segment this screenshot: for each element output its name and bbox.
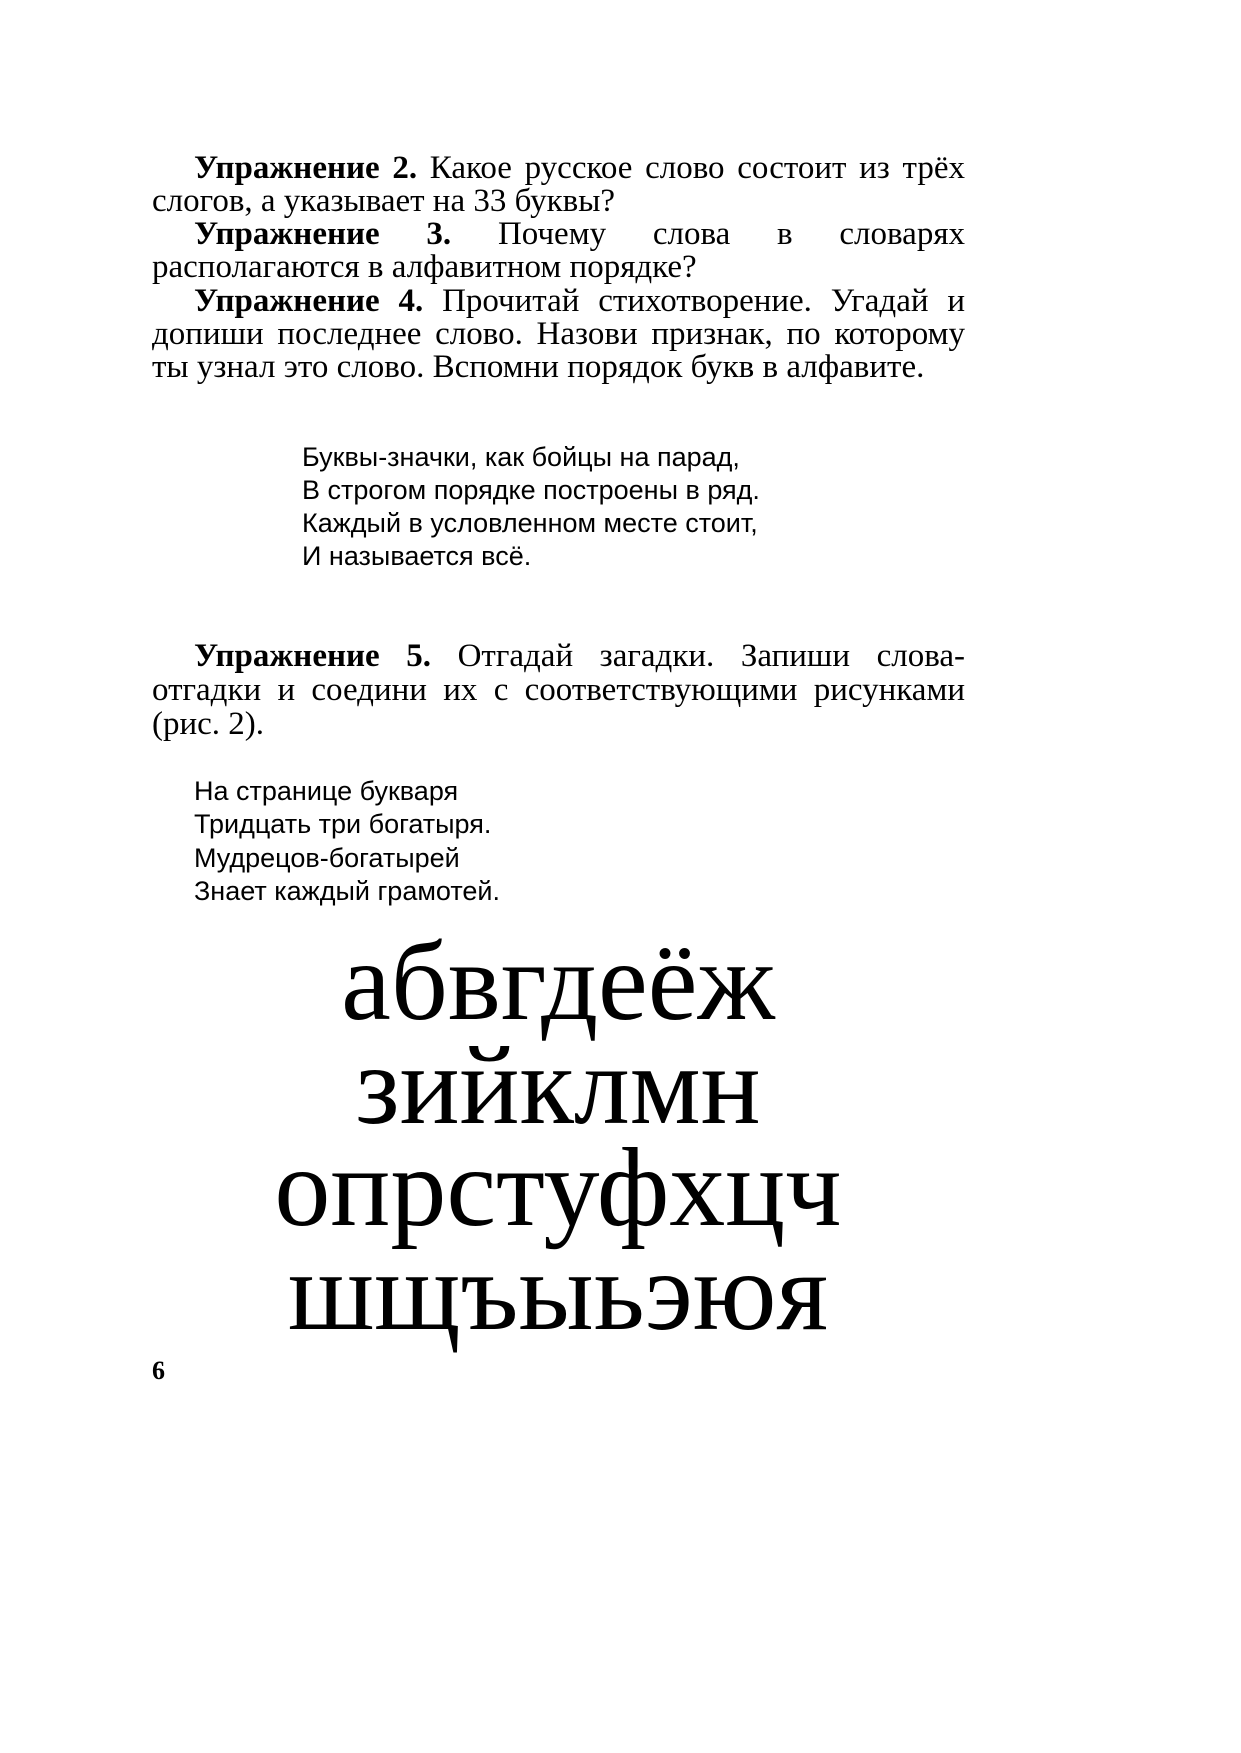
poem-line: И называется всё. — [302, 541, 532, 571]
riddle-line: Тридцать три богатыря. — [194, 809, 492, 839]
exercise-3-label: Упражнение 3. — [194, 216, 452, 252]
exercise-4-label: Упражнение 4. — [194, 283, 424, 319]
alphabet-row: зийклмн — [355, 1024, 761, 1148]
poem-line: Каждый в условленном месте стоит, — [302, 508, 758, 538]
exercise-5-line-1: Упражнение 5. Отгадай загадки. Запиши слова- — [194, 638, 965, 674]
exercise-5-line-3: (рис. 2). — [152, 706, 265, 742]
exercise-5-line-2: отгадки и соедини их с соответствующими рисунками — [152, 672, 965, 708]
exercise-4-line-1: Упражнение 4. Прочитай стихотворение. Угадай и — [194, 283, 965, 319]
exercise-2-label: Упражнение 2. — [194, 150, 418, 186]
exercise-4-line-3: ты узнал это слово. Вспомни порядок букв в алфавите. — [152, 349, 925, 385]
exercise-2-line-1: Упражнение 2. Какое русское слово состоит из трёх — [194, 150, 965, 186]
exercise-2-line-2: слогов, а указывает на 33 буквы? — [152, 183, 616, 219]
exercise-5-label: Упражнение 5. — [194, 638, 431, 674]
poem-line: В строгом порядке построены в ряд. — [302, 475, 760, 505]
page-number: 6 — [152, 1356, 165, 1385]
alphabet-row: опрстуфхцч — [274, 1126, 842, 1250]
exercise-3-line-2: располагаются в алфавитном порядке? — [152, 249, 697, 285]
alphabet-row: абвгдеёж — [341, 920, 775, 1044]
exercise-4-line-2: допиши последнее слово. Назови признак, по которому — [152, 316, 965, 352]
poem-line: Буквы-значки, как бойцы на парад, — [302, 442, 740, 472]
exercise-3-line-1: Упражнение 3. Почему слова в словарях — [194, 216, 965, 252]
riddle-line: Мудрецов-богатырей — [194, 843, 460, 873]
riddle-line: Знает каждый грамотей. — [194, 876, 500, 906]
alphabet-row: шщъыьэюя — [288, 1230, 828, 1354]
riddle-line: На странице букваря — [194, 776, 459, 806]
